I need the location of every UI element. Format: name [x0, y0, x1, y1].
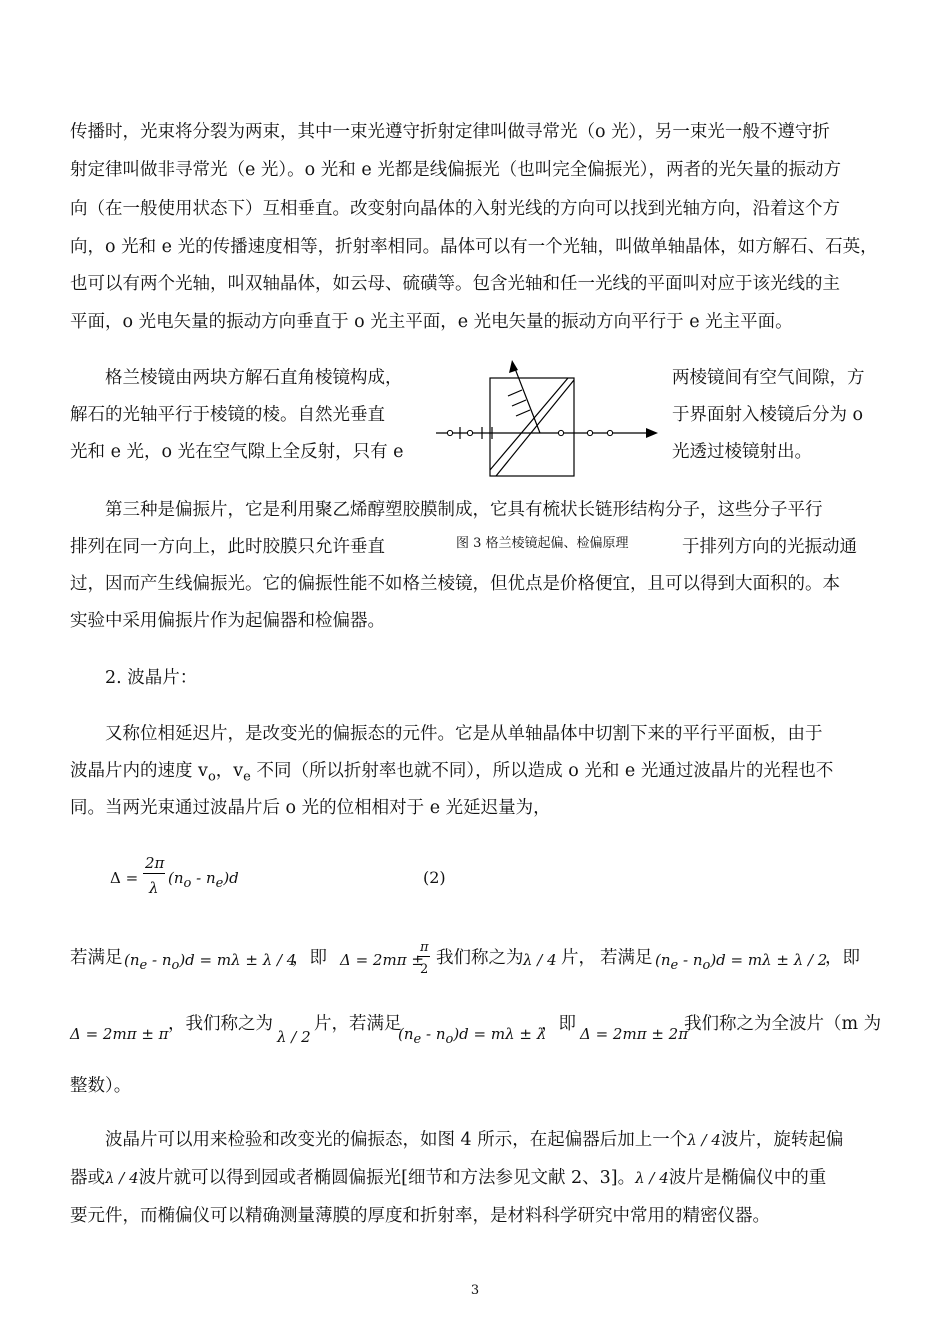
text-line: 传播时，光束将分裂为两束，其中一束光遵守折射定律叫做寻常光（o 光），另一束光一般不遵守折: [70, 122, 830, 142]
figure-3-caption: 图 3 格兰棱镜起偏、检偏原理: [456, 536, 629, 551]
text-line: 要元件，而椭偏仪可以精确测量薄膜的厚度和折射率，是材料科学研究中常用的精密仪器。: [70, 1206, 770, 1226]
text-line: 同。当两光束通过波晶片后 o 光的位相相对于 e 光延迟量为，: [70, 798, 551, 818]
text-line: 光透过棱镜射出。: [672, 442, 812, 462]
text-line: 于排列方向的光振动通: [682, 537, 857, 557]
text-line: 也可以有两个光轴，叫双轴晶体，如云母、硫磺等。包含光轴和任一光线的平面叫对应于该光线的主: [70, 274, 840, 294]
arrow-head-right: [646, 428, 658, 438]
reflected-ray: [514, 366, 540, 433]
text-line: 向，o 光和 e 光的传播速度相等，折射率相同。晶体可以有一个光轴，叫做单轴晶体，如方解石、石英，: [70, 237, 878, 257]
text-line: 第三种是偏振片，它是利用聚乙烯醇塑胶膜制成，它具有梳状长链形结构分子，这些分子平行: [105, 500, 823, 520]
arrow-head-up: [509, 360, 518, 373]
text-line: 实验中采用偏振片作为起偏器和检偏器。: [70, 611, 385, 631]
eq-numerator: 2π: [145, 854, 165, 872]
text-line: 过，因而产生线偏振光。它的偏振性能不如格兰棱镜，但优点是价格便宜，且可以得到大面积的。本: [70, 574, 840, 594]
text-line: 又称位相延迟片，是改变光的偏振态的元件。它是从单轴晶体中切割下来的平行平面板，由于: [105, 724, 823, 744]
eq-lhs: Δ =: [110, 869, 139, 887]
text-line: 格兰棱镜由两块方解石直角棱镜构成，: [105, 368, 403, 388]
section-heading: 2. 波晶片：: [105, 668, 198, 688]
text-line: 整数）。: [70, 1076, 132, 1096]
text-line: 排列在同一方向上，此时胶膜只允许垂直: [70, 537, 385, 557]
eq-denominator: λ: [149, 879, 159, 897]
text-line: 射定律叫做非寻常光（e 光）。o 光和 e 光都是线偏振光（也叫完全偏振光），两者的光矢量的振动方: [70, 160, 841, 180]
equation-label: (2): [423, 868, 446, 887]
prism-gap-line-1: [496, 380, 574, 476]
text-line: 平面，o 光电矢量的振动方向垂直于 o 光主平面，e 光电矢量的振动方向平行于 e 光主平面。: [70, 312, 793, 332]
prism-outline: [490, 378, 574, 476]
polarization-ticks: [508, 390, 530, 416]
eq-rhs: $(n_o - n_e)d$: [168, 869, 239, 891]
text-line: 解石的光轴平行于棱镜的棱。自然光垂直: [70, 405, 385, 425]
prism-gap-line-2: [490, 378, 568, 470]
text-line: 向（在一般使用状态下）互相垂直。改变射向晶体的入射光线的方向可以找到光轴方向，沿着这个方: [70, 199, 840, 219]
text-line: 光和 e 光，o 光在空气隙上全反射，只有 e: [70, 442, 404, 462]
text-line: 于界面射入棱镜后分为 o: [672, 405, 864, 425]
glan-prism-figure: [430, 356, 670, 486]
text-line: 波晶片内的速度 $v_o$，$v_e$ 不同（所以折射率也就不同），所以造成 o 光和 e 光通过波晶片的光程也不: [70, 761, 834, 785]
text-line: 两棱镜间有空气间隙，方: [672, 368, 865, 388]
page-number: 3: [470, 1283, 480, 1298]
